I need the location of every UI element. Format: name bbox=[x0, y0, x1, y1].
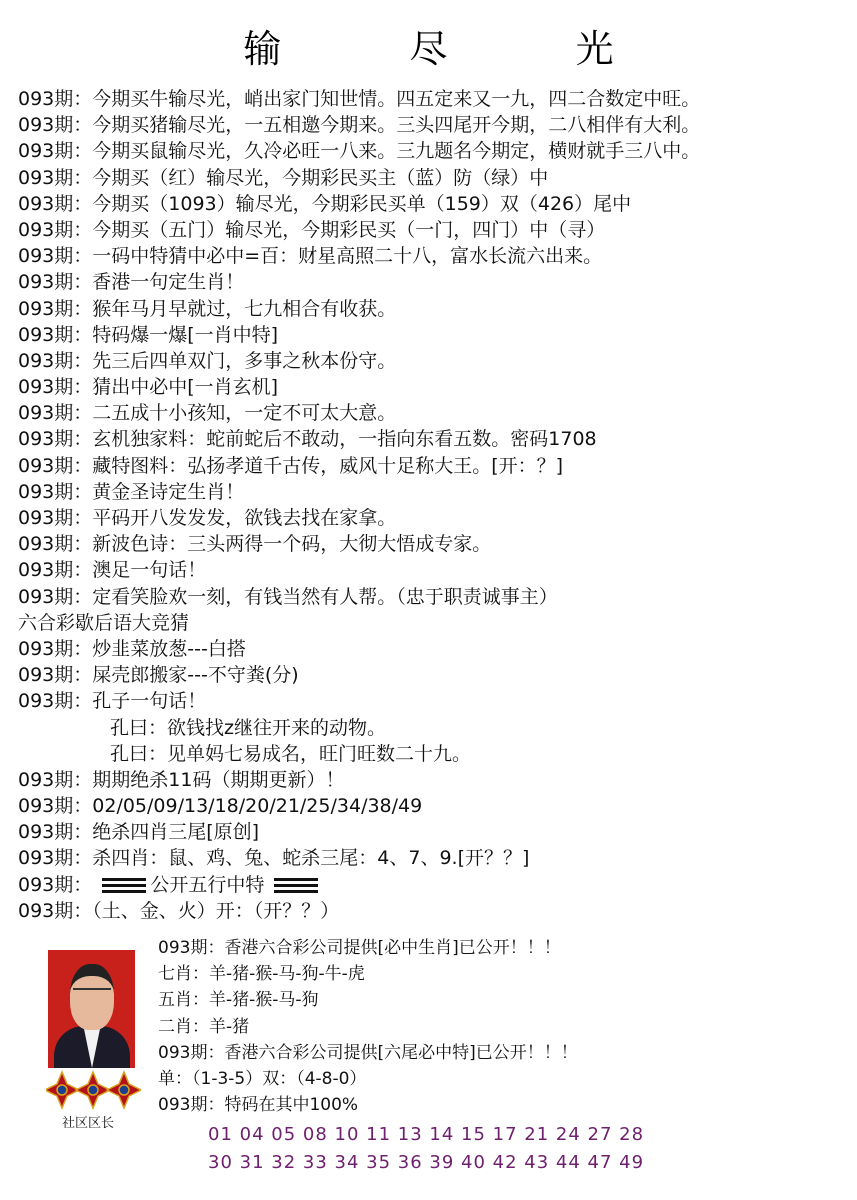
medal-emblems bbox=[46, 1070, 141, 1110]
info-line: 单：（1-3-5）双：（4-8-0） bbox=[158, 1068, 367, 1089]
info-line: 五肖：羊-猪-猴-马-狗 bbox=[158, 990, 319, 1011]
page-title: 输 尽 光 bbox=[243, 27, 672, 71]
text-line: 093期：先三后四单双门，多事之秋本份守。 bbox=[18, 349, 397, 372]
text-line: 093期：二五成十小孩知，一定不可太大意。 bbox=[18, 402, 397, 425]
medal-icon bbox=[76, 1072, 110, 1108]
text-line: 093期：猴年马月早就过，七九相合有收获。 bbox=[18, 297, 397, 320]
text-line: 093期：今期买猪输尽光，一五相邀今期来。三头四尾开今期，二八相伴有大利。 bbox=[18, 114, 701, 137]
five-elements-line bbox=[18, 872, 848, 898]
info-line: 七肖：羊-猪-猴-马-狗-牛-虎 bbox=[158, 964, 365, 985]
text-line: 093期：今期买（红）输尽光，今期彩民买主（蓝）防（绿）中 bbox=[18, 166, 549, 189]
text-line: 093期：绝杀四肖三尾[原创] bbox=[18, 821, 260, 844]
info-line: 093期：香港六合彩公司提供[六尾必中特]已公开！！！ bbox=[158, 1042, 578, 1063]
number-row: 30 31 32 33 34 35 36 39 40 42 43 44 47 49 bbox=[208, 1152, 645, 1173]
text-line: 093期：玄机独家料：蛇前蛇后不敢动，一指向东看五数。密码1708 bbox=[18, 428, 597, 451]
text-line: 093期：期期绝杀11码（期期更新）！ bbox=[18, 768, 345, 791]
text-line: 093期：黄金圣诗定生肖！ bbox=[18, 480, 245, 503]
photo-caption: 社区区长 bbox=[62, 1116, 115, 1131]
info-line: 093期：香港六合彩公司提供[必中生肖]已公开！！！ bbox=[158, 938, 561, 958]
text-line: 093期：新波色诗：三头两得一个码，大彻大悟成专家。 bbox=[18, 533, 492, 556]
medal-icon bbox=[46, 1072, 79, 1108]
quote-line: 孔曰：欲钱找z继往开来的动物。 bbox=[110, 716, 386, 739]
five-elements-label: 公开五行中特 bbox=[150, 873, 265, 896]
triple-bar-icon bbox=[274, 875, 318, 896]
triple-bar-icon bbox=[102, 875, 146, 896]
quote-line: 孔曰：见单妈七易成名，旺门旺数二十九。 bbox=[110, 742, 472, 765]
issue-prefix: 093期： bbox=[18, 873, 93, 896]
text-line: 093期：特码爆一爆[一肖中特] bbox=[18, 323, 279, 346]
number-row: 01 04 05 08 10 11 13 14 15 17 21 24 27 28 bbox=[208, 1124, 645, 1145]
text-line: 093期：今期买鼠输尽光，久冷必旺一八来。三九题名今期定，横财就手三八中。 bbox=[18, 140, 701, 163]
info-line: 093期：特码在其中100% bbox=[158, 1095, 359, 1116]
portrait-photo bbox=[48, 950, 135, 1068]
text-line: 093期：孔子一句话！ bbox=[18, 690, 207, 713]
text-line: 093期：02/05/09/13/18/20/21/25/34/38/49 bbox=[18, 795, 423, 818]
text-line: 093期：今期买（五门）输尽光，今期彩民买（一门，四门）中（寻） bbox=[18, 218, 606, 241]
text-line: 093期：杀四肖：鼠、鸡、兔、蛇杀三尾：4、7、9.[开？？] bbox=[18, 847, 530, 870]
text-line: 093期：猜出中必中[一肖玄机] bbox=[18, 376, 279, 399]
text-line: 093期：藏特图料：弘扬孝道千古传，威风十足称大王。[开：？] bbox=[18, 454, 564, 477]
text-line: 093期：（土、金、火）开：（开？？） bbox=[18, 899, 340, 922]
text-line: 093期：今期买（1093）输尽光，今期彩民买单（159）双（426）尾中 bbox=[18, 192, 632, 215]
medal-icon bbox=[107, 1072, 141, 1108]
text-line: 093期：平码开八发发发，欲钱去找在家拿。 bbox=[18, 507, 397, 529]
section-heading: 六合彩歇后语大竞猜 bbox=[18, 611, 190, 634]
text-line: 093期：香港一句定生肖！ bbox=[18, 271, 245, 294]
text-line: 093期：定看笑脸欢一刻，有钱当然有人帮。（忠于职责诚事主） bbox=[18, 585, 558, 608]
text-line: 093期：澳足一句话！ bbox=[18, 559, 207, 582]
text-line: 093期：一码中特猜中必中=百：财星高照二十八，富水长流六出来。 bbox=[18, 245, 603, 268]
text-line: 093期：屎壳郎搬家---不守粪(分) bbox=[18, 664, 299, 687]
prediction-lines bbox=[18, 86, 848, 924]
text-line: 093期：炒韭菜放葱---白搭 bbox=[18, 637, 246, 660]
info-line: 二肖：羊-猪 bbox=[158, 1016, 250, 1037]
info-block bbox=[158, 935, 578, 1118]
text-line: 093期：今期买牛输尽光，峭出家门知世情。四五定来又一九，四二合数定中旺。 bbox=[18, 88, 701, 110]
